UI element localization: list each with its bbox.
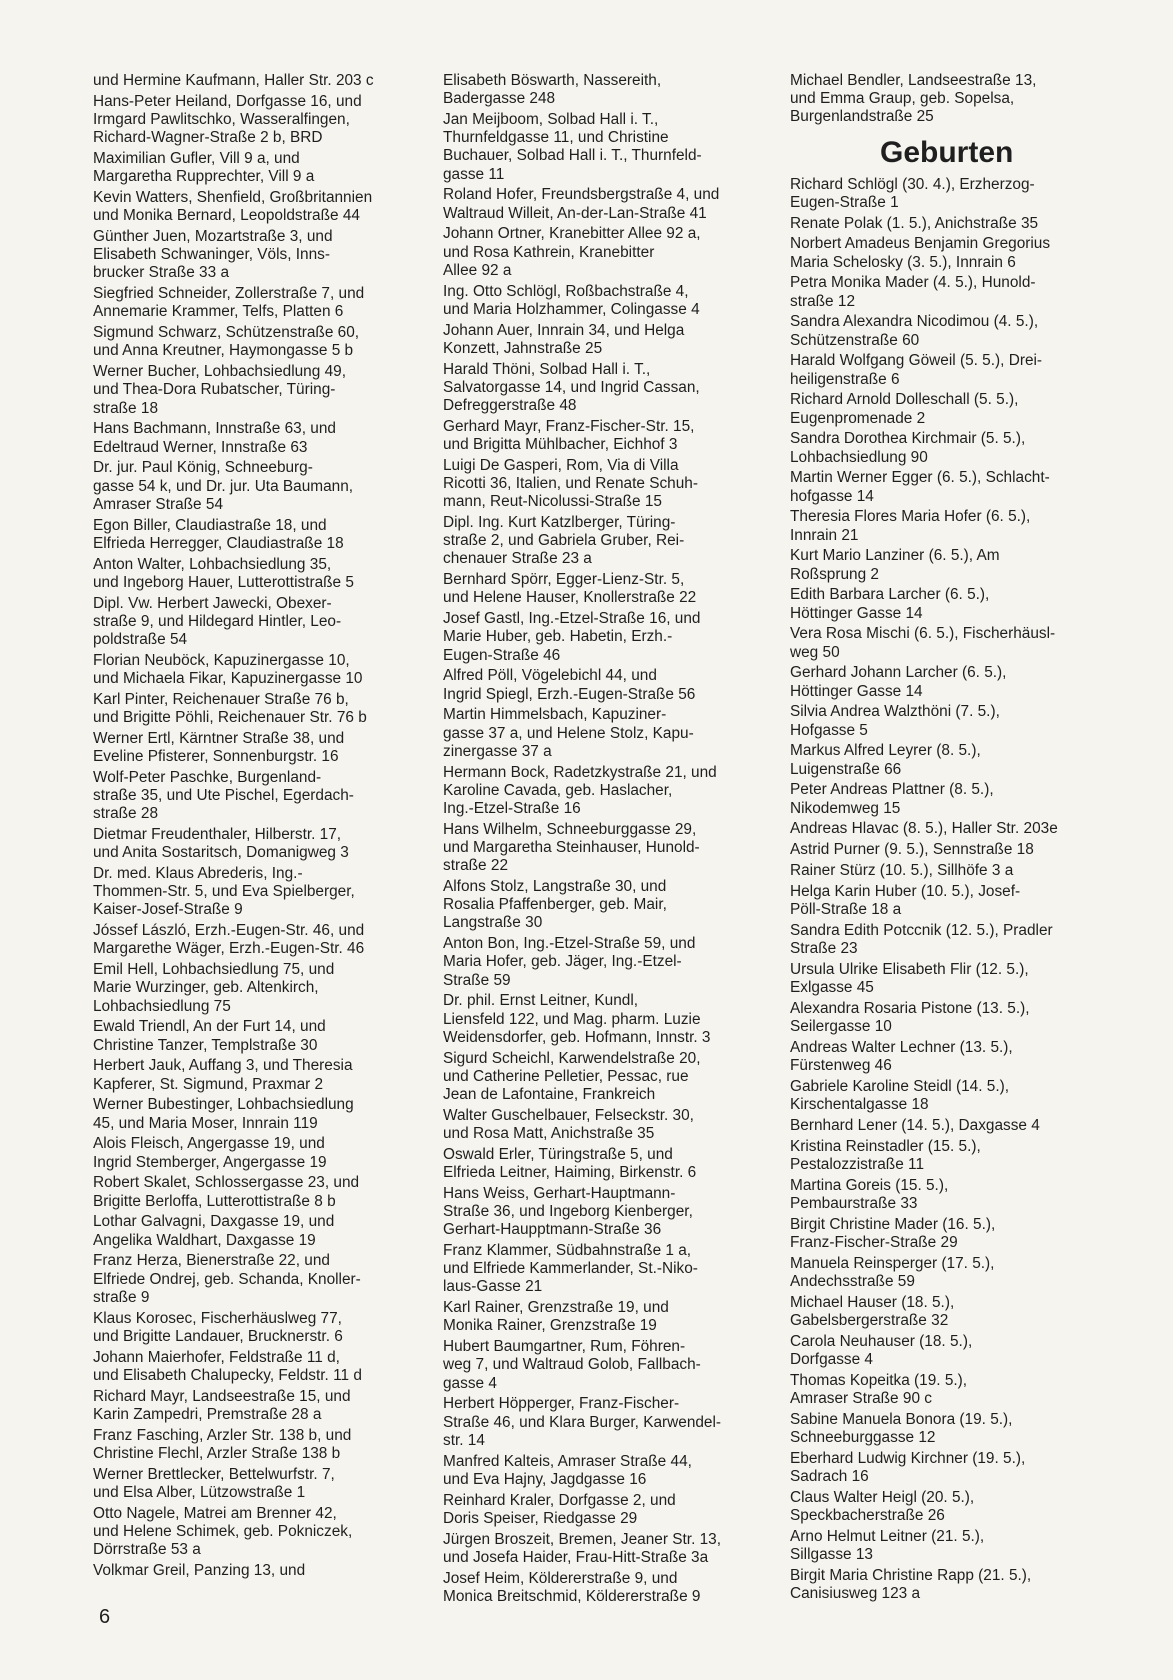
birth-entry: Claus Walter Heigl (20. 5.), Speckbacherstraße 26 [790, 1488, 975, 1524]
marriage-entry: Josef Heim, Köldererstraße 9, und Monica Breitschmid, Köldererstraße 9 [443, 1569, 701, 1605]
marriage-entry: Dr. jur. Paul König, Schneeburg- gasse 54 k, und Dr. jur. Uta Baumann, Amraser Straße 54 [93, 459, 354, 513]
birth-entry: Sandra Alexandra Nicodimou (4. 5.), Schützenstraße 60 [790, 313, 1039, 349]
marriage-entry: Johann Maierhofer, Feldstraße 11 d, und Elisabeth Chalupecky, Feldstr. 11 d [93, 1348, 362, 1384]
birth-entry: Richard Arnold Dolleschall (5. 5.), Eugenpromenade 2 [790, 391, 1019, 427]
birth-entry: Birgit Christine Mader (16. 5.), Franz-Fischer-Straße 29 [790, 1215, 996, 1251]
birth-entry: Edith Barbara Larcher (6. 5.), Höttinger Gasse 14 [790, 586, 990, 622]
birth-entry: Astrid Purner (9. 5.), Sennstraße 18 [790, 841, 1034, 859]
birth-entry: Martin Werner Egger (6. 5.), Schlacht- hofgasse 14 [790, 469, 1050, 505]
marriage-entry: Ewald Triendl, An der Furt 14, und Christine Tanzer, Templstraße 30 [93, 1018, 326, 1054]
page-number: 6 [99, 1606, 111, 1628]
marriage-entry: Richard Mayr, Landseestraße 15, und Karin Zampedri, Premstraße 28 a [93, 1387, 351, 1423]
column-3-marriages [790, 72, 1130, 127]
marriage-entry: Florian Neuböck, Kapuzinergasse 10, und Michaela Fikar, Kapuzinergasse 10 [93, 651, 363, 688]
column-2-marriages [443, 72, 773, 1609]
section-heading-births: Geburten [880, 135, 1014, 169]
births-list [790, 176, 1130, 1603]
marriage-entry: Anton Walter, Lohbachsiedlung 35, und Ingeborg Hauer, Lutterottistraße 5 [93, 555, 354, 591]
marriage-entry: Karl Rainer, Grenzstraße 19, und Monika Rainer, Grenzstraße 19 [443, 1299, 669, 1335]
marriage-entry: Alfons Stolz, Langstraße 30, und Rosalia Pfaffenberger, geb. Mair, Langstraße 30 [443, 878, 667, 932]
marriage-entry: Reinhard Kraler, Dorfgasse 2, und Doris Speiser, Riedgasse 29 [443, 1491, 676, 1527]
marriage-entry: Gerhard Mayr, Franz-Fischer-Str. 15, und Brigitta Mühlbacher, Eichhof 3 [443, 417, 695, 454]
marriage-entry: Robert Skalet, Schlossergasse 23, und Brigitte Berloffa, Lutterottistraße 8 b [93, 1174, 360, 1210]
marriage-entry: Werner Brettlecker, Bettelwurfstr. 7, und Elsa Alber, Lützowstraße 1 [93, 1465, 335, 1501]
marriage-entry: Werner Ertl, Kärntner Straße 38, und Eveline Pfisterer, Sonnenburgstr. 16 [93, 729, 345, 766]
birth-entry: Sandra Dorothea Kirchmair (5. 5.), Lohbachsiedlung 90 [790, 430, 1026, 466]
marriage-entry: Dipl. Ing. Kurt Katzlberger, Türing- straße 2, und Gabriela Gruber, Rei- chenauer Straße 23 a [443, 514, 685, 568]
birth-entry: Vera Rosa Mischi (6. 5.), Fischerhäusl- weg 50 [790, 625, 1056, 661]
marriage-entry: Martin Himmelsbach, Kapuziner- gasse 37 a, und Helene Stolz, Kapu- zinergasse 37 a [443, 706, 694, 760]
marriage-entry: Josef Gastl, Ing.-Etzel-Straße 16, und Marie Huber, geb. Habetin, Erzh.- Eugen-Straße 46 [443, 610, 701, 664]
marriage-entry: Roland Hofer, Freundsbergstraße 4, und Waltraud Willeit, An-der-Lan-Straße 41 [443, 186, 720, 222]
marriage-entry: Manfred Kalteis, Amraser Straße 44, und Eva Hajny, Jagdgasse 16 [443, 1452, 692, 1488]
marriage-entry: Jóssef László, Erzh.-Eugen-Str. 46, und Margarethe Wäger, Erzh.-Eugen-Str. 46 [93, 922, 365, 958]
birth-entry: Markus Alfred Leyrer (8. 5.), Luigenstraße 66 [790, 742, 981, 778]
marriage-entry: Otto Nagele, Matrei am Brenner 42, und Helene Schimek, geb. Pokniczek, Dörrstraße 53 a [93, 1504, 353, 1559]
birth-entry: Sabine Manuela Bonora (19. 5.), Schneeburggasse 12 [790, 1410, 1013, 1446]
birth-entry: Arno Helmut Leitner (21. 5.), Sillgasse 13 [790, 1527, 985, 1563]
birth-entry: Birgit Maria Christine Rapp (21. 5.), Canisiusweg 123 a [790, 1566, 1032, 1602]
birth-entry: Kurt Mario Lanziner (6. 5.), Am Roßsprung 2 [790, 547, 1000, 583]
column-1-marriages [93, 72, 423, 1583]
marriage-entry: Emil Hell, Lohbachsiedlung 75, und Marie Wurzinger, geb. Altenkirch, Lohbachsiedlung 75 [93, 961, 335, 1015]
marriage-entry: Sigurd Scheichl, Karwendelstraße 20, und Catherine Pelletier, Pessac, rue Jean de Lafontaine, Frankreich [443, 1049, 701, 1104]
marriage-entry: Anton Bon, Ing.-Etzel-Straße 59, und Maria Hofer, geb. Jäger, Ing.-Etzel- Straße 59 [443, 935, 696, 989]
birth-entry: Theresia Flores Maria Hofer (6. 5.), Innrain 21 [790, 508, 1031, 544]
birth-entry: Richard Schlögl (30. 4.), Erzherzog- Eugen-Straße 1 [790, 175, 1035, 211]
marriage-entry: Kevin Watters, Shenfield, Großbritannien und Monika Bernard, Leopoldstraße 44 [93, 189, 373, 225]
marriage-entry: Johann Auer, Innrain 34, und Helga Konzett, Jahnstraße 25 [443, 321, 685, 357]
birth-entry: Bernhard Lener (14. 5.), Daxgasse 4 [790, 1116, 1040, 1134]
marriage-entry: Alfred Pöll, Vögelebichl 44, und Ingrid Spiegl, Erzh.-Eugen-Straße 56 [443, 667, 696, 703]
marriage-entry: Sigmund Schwarz, Schützenstraße 60, und Anna Kreutner, Haymongasse 5 b [93, 324, 360, 360]
marriage-entry: Jan Meijboom, Solbad Hall i. T., Thurnfeldgasse 11, und Christine Buchauer, Solbad Hall i. T., Thurnfeld- gasse 11 [443, 111, 702, 183]
marriage-entry: Volkmar Greil, Panzing 13, und [93, 1561, 306, 1579]
birth-entry: Silvia Andrea Walzthöni (7. 5.), Hofgasse 5 [790, 703, 1000, 739]
marriage-entry: Lothar Galvagni, Daxgasse 19, und Angelika Waldhart, Daxgasse 19 [93, 1213, 335, 1249]
column-3 [790, 72, 1130, 1606]
birth-entry: Kristina Reinstadler (15. 5.), Pestalozzistraße 11 [790, 1137, 981, 1173]
marriage-entry: Franz Herza, Bienerstraße 22, und Elfriede Ondrej, geb. Schanda, Knoller- straße 9 [93, 1252, 361, 1306]
birth-entry: Gerhard Johann Larcher (6. 5.), Höttinger Gasse 14 [790, 664, 1007, 700]
marriage-entry: Hans Bachmann, Innstraße 63, und Edeltraud Werner, Innstraße 63 [93, 420, 336, 456]
marriage-entry: Michael Bendler, Landseestraße 13, und Emma Graup, geb. Sopelsa, Burgenlandstraße 25 [790, 72, 1037, 126]
marriage-entry: Jürgen Broszeit, Bremen, Jeaner Str. 13, und Josefa Haider, Frau-Hitt-Straße 3a [443, 1530, 722, 1566]
marriage-entry: Hans Weiss, Gerhart-Hauptmann- Straße 36, und Ingeborg Kienberger, Gerhart-Haupptmann-Straße 36 [443, 1184, 693, 1239]
birth-entry: Andreas Hlavac (8. 5.), Haller Str. 203e [790, 820, 1058, 838]
marriage-entry: Hans Wilhelm, Schneeburggasse 29, und Margaretha Steinhauser, Hunold- straße 22 [443, 820, 700, 875]
marriage-entry: Luigi De Gasperi, Rom, Via di Villa Ricotti 36, Italien, und Renate Schuh- mann, Reut-Nicolussi-Straße 15 [443, 456, 698, 511]
birth-entry: Helga Karin Huber (10. 5.), Josef- Pöll-Straße 18 a [790, 882, 1021, 918]
birth-entry: Harald Wolfgang Göweil (5. 5.), Drei- heiligenstraße 6 [790, 352, 1043, 388]
birth-entry: Michael Hauser (18. 5.), Gabelsbergerstraße 32 [790, 1293, 955, 1329]
birth-entry: Gabriele Karoline Steidl (14. 5.), Kirschentalgasse 18 [790, 1077, 1010, 1113]
marriage-entry: Alois Fleisch, Angergasse 19, und Ingrid Stemberger, Angergasse 19 [93, 1135, 327, 1171]
marriage-entry: Herbert Höpperger, Franz-Fischer- Straße 46, und Klara Burger, Karwendel- str. 14 [443, 1395, 722, 1449]
marriage-entry: Dietmar Freudenthaler, Hilberstr. 17, und Anita Sostaritsch, Domanigweg 3 [93, 826, 349, 862]
marriage-entry: Günther Juen, Mozartstraße 3, und Elisabeth Schwaninger, Völs, Inns- brucker Straße 33 a [93, 228, 333, 282]
marriage-entry: Johann Ortner, Kranebitter Allee 92 a, und Rosa Kathrein, Kranebitter Allee 92 a [443, 225, 701, 279]
birth-entry: Manuela Reinsperger (17. 5.), Andechsstraße 59 [790, 1254, 995, 1290]
marriage-entry: Elisabeth Böswarth, Nassereith, Badergasse 248 [443, 72, 662, 108]
marriage-entry: Franz Klammer, Südbahnstraße 1 a, und Elfriede Kammerlander, St.-Niko- laus-Gasse 21 [443, 1242, 698, 1296]
marriage-entry: Herbert Jauk, Auffang 3, und Theresia Kapferer, St. Sigmund, Praxmar 2 [93, 1057, 353, 1093]
birth-entry: Thomas Kopeitka (19. 5.), Amraser Straße 90 c [790, 1371, 968, 1407]
birth-entry: Rainer Stürz (10. 5.), Sillhöfe 3 a [790, 862, 1014, 879]
marriage-entry: Dr. phil. Ernst Leitner, Kundl, Liensfeld 122, und Mag. pharm. Luzie Weidensdorfer, geb. Hofmann, Innstr. 3 [443, 992, 711, 1046]
marriage-entry: und Hermine Kaufmann, Haller Str. 203 c [93, 72, 374, 89]
marriage-entry: Werner Bucher, Lohbachsiedlung 49, und Thea-Dora Rubatscher, Türing- straße 18 [93, 363, 346, 417]
marriage-entry: Dipl. Vw. Herbert Jawecki, Obexer- straße 9, und Hildegard Hintler, Leo- poldstraße 54 [93, 594, 342, 649]
birth-entry: Andreas Walter Lechner (13. 5.), Fürstenweg 46 [790, 1038, 1013, 1074]
marriage-entry: Oswald Erler, Türingstraße 5, und Elfrieda Leitner, Haiming, Birkenstr. 6 [443, 1145, 697, 1182]
birth-entry: Carola Neuhauser (18. 5.), Dorfgasse 4 [790, 1332, 973, 1368]
birth-entry: Peter Andreas Plattner (8. 5.), Nikodemweg 15 [790, 781, 994, 817]
marriage-entry: Hans-Peter Heiland, Dorfgasse 16, und Irmgard Pawlitschko, Wasseralfingen, Richard-Wagner-Straße 2 b, BRD [93, 92, 362, 147]
marriage-entry: Klaus Korosec, Fischerhäuslweg 77, und Brigitte Landauer, Brucknerstr. 6 [93, 1309, 343, 1345]
marriage-entry: Siegfried Schneider, Zollerstraße 7, und Annemarie Krammer, Telfs, Platten 6 [93, 285, 365, 321]
marriage-entry: Bernhard Spörr, Egger-Lienz-Str. 5, und Helene Hauser, Knollerstraße 22 [443, 571, 697, 607]
marriage-entry: Franz Fasching, Arzler Str. 138 b, und Christine Flechl, Arzler Straße 138 b [93, 1426, 352, 1462]
marriage-entry: Harald Thöni, Solbad Hall i. T., Salvatorgasse 14, und Ingrid Cassan, Defreggerstraße 48 [443, 360, 700, 415]
birth-entry: Petra Monika Mader (4. 5.), Hunold- straße 12 [790, 274, 1036, 310]
marriage-entry: Egon Biller, Claudiastraße 18, und Elfrieda Herregger, Claudiastraße 18 [93, 516, 344, 552]
marriage-entry: Maximilian Gufler, Vill 9 a, und Margaretha Rupprechter, Vill 9 a [93, 150, 315, 186]
birth-entry: Norbert Amadeus Benjamin Gregorius Maria Schelosky (3. 5.), Innrain 6 [790, 235, 1051, 271]
birth-entry: Ursula Ulrike Elisabeth Flir (12. 5.), Exlgasse 45 [790, 960, 1029, 996]
birth-entry: Renate Polak (1. 5.), Anichstraße 35 [790, 214, 1039, 232]
marriage-entry: Dr. med. Klaus Abrederis, Ing.- Thommen-Str. 5, und Eva Spielberger, Kaiser-Josef-Straße 9 [93, 865, 355, 919]
birth-entry: Alexandra Rosaria Pistone (13. 5.), Seilergasse 10 [790, 999, 1030, 1035]
birth-entry: Sandra Edith Potccnik (12. 5.), Pradler Straße 23 [790, 921, 1053, 957]
marriage-entry: Ing. Otto Schlögl, Roßbachstraße 4, und Maria Holzhammer, Colingasse 4 [443, 282, 700, 318]
marriage-entry: Werner Bubestinger, Lohbachsiedlung 45, und Maria Moser, Innrain 119 [93, 1096, 354, 1132]
marriage-entry: Hermann Bock, Radetzkystraße 21, und Karoline Cavada, geb. Haslacher, Ing.-Etzel-Straße 16 [443, 763, 717, 818]
marriage-entry: Hubert Baumgartner, Rum, Föhren- weg 7, und Waltraud Golob, Fallbach- gasse 4 [443, 1338, 701, 1392]
marriage-entry: Wolf-Peter Paschke, Burgenland- straße 35, und Ute Pischel, Egerdach- straße 28 [93, 768, 354, 823]
marriage-entry: Walter Guschelbauer, Felseckstr. 30, und Rosa Matt, Anichstraße 35 [443, 1106, 694, 1143]
birth-entry: Martina Goreis (15. 5.), Pembaurstraße 33 [790, 1176, 949, 1212]
birth-entry: Eberhard Ludwig Kirchner (19. 5.), Sadrach 16 [790, 1449, 1026, 1485]
marriage-entry: Karl Pinter, Reichenauer Straße 76 b, und Brigitte Pöhli, Reichenauer Str. 76 b [93, 690, 367, 727]
